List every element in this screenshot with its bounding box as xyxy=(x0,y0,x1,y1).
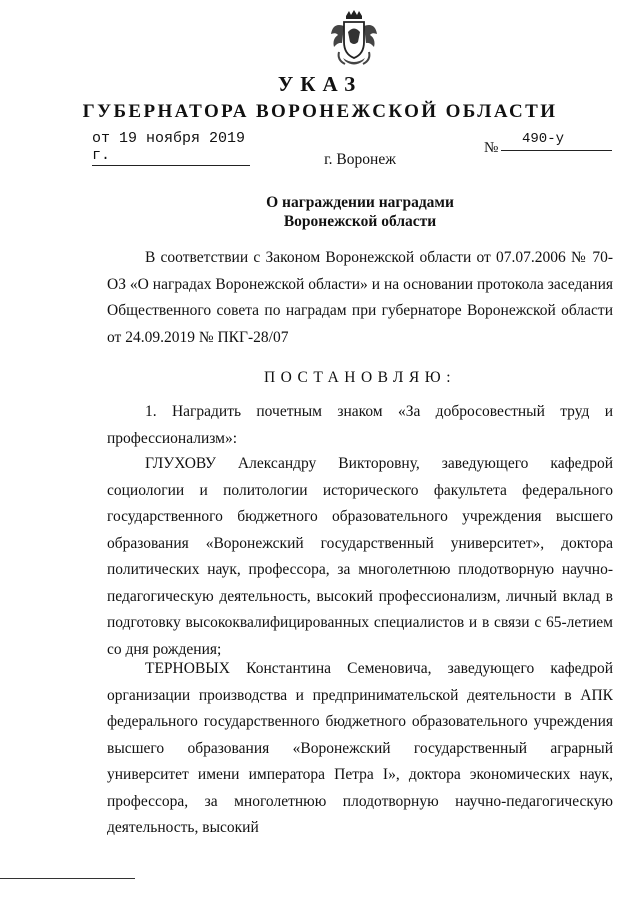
preamble-paragraph: В соответствии с Законом Воронежской области от 07.07.2006 № 70-ОЗ «О наградах Воронежской области» и на основании протокола заседания Общественного совета по наградам при губернаторе Воронежской области от 24.09.2019 № ПКГ-28/07 xyxy=(107,249,613,346)
item-1-paragraph: 1. Наградить почетным знаком «За добросовестный труд и профессионализм»: xyxy=(107,403,613,447)
decree-heading xyxy=(0,193,640,231)
document-date: от 19 ноября 2019 г. xyxy=(92,130,250,166)
issuer-title: ГУБЕРНАТОРА ВОРОНЕЖСКОЙ ОБЛАСТИ xyxy=(82,101,558,122)
heading-line-2: Воронежской области xyxy=(283,213,437,230)
heading-line-1: О награждении наградами xyxy=(266,194,454,211)
decree-word: ПОСТАНОВЛЯЮ: xyxy=(263,369,457,386)
award-person-2-paragraph: ТЕРНОВЫХ Константина Семеновича, заведующего кафедрой организации производства и предпринимательской деятельности в АПК федерального государственного бюджетного образовательного учреждения высшего образования «Воронежский государственный аграрный университет имени императора Петра I», доктора экономических наук, профессора, за многолетнюю плодотворную научно-педагогическую деятельность, высокий xyxy=(107,660,613,836)
award-person-1-paragraph: ГЛУХОВУ Александру Викторовну, заведующего кафедрой социологии и политологии исторического факультета федерального государственного бюджетного образовательного учреждения высшего образования «Воронежский государственный университет», доктора политических наук, профессора, за многолетнюю плодотворную научно-педагогическую деятельность, высокий профессионализм, личный вклад в подготовку высококвалифицированных специалистов и в связи с 65-летием со дня рождения; xyxy=(107,455,613,658)
coat-of-arms-emblem xyxy=(330,10,378,72)
document-number: 490-у xyxy=(522,131,565,147)
number-sign: № xyxy=(484,140,499,156)
city-line: г. Воронеж xyxy=(324,151,396,168)
footnote-separator xyxy=(0,878,135,879)
document-title: УКАЗ xyxy=(277,72,363,96)
